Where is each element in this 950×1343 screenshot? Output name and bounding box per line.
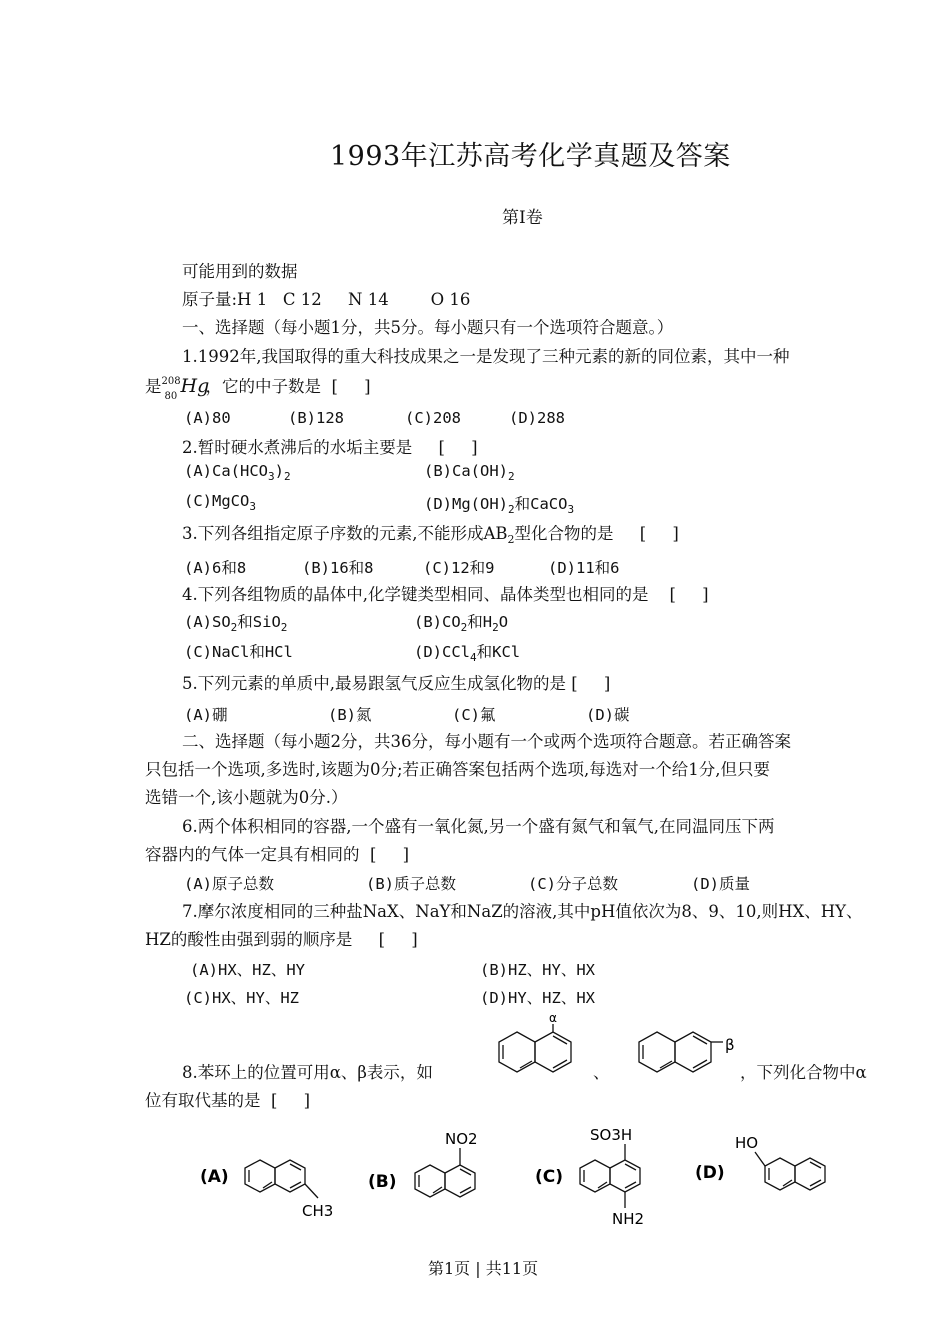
q7-option-d: (D)HY、HZ、HX [480,989,595,1007]
q3-option-b: (B)16和8 [302,559,374,577]
q8-options-structures [190,1120,870,1232]
naphthalene-beta-diagram [635,1020,745,1076]
q5-stem: 5.下列元素的单质中,最易跟氢气反应生成氢化物的是 [ ] [182,674,611,693]
no2-group: NO2 [445,1130,478,1148]
q8-stem-part2: 、 [593,1063,610,1082]
q4-option-a: $(A)SO_2$和SiO$_2$ [184,613,288,634]
q1-prefix: 是 [145,377,162,396]
q2-option-b: $(B)Ca(OH)_2$ [424,462,515,483]
beta-label: β [725,1036,735,1054]
q5-option-a: (A)硼 [184,706,228,724]
q5-option-d: (D)碳 [586,706,630,724]
q5-option-c: (C)氟 [452,706,496,724]
q7-option-a: (A)HX、HZ、HY [190,961,305,979]
ch3-group: CH3 [302,1202,334,1220]
q6-option-d: (D)质量 [691,875,750,893]
ho-group: HO [735,1134,759,1152]
alpha-label: α [549,1011,557,1025]
q8-label-d: (D) [695,1163,725,1183]
q8-label-a: (A) [200,1167,229,1187]
isotope-mass: 208 [161,375,181,387]
q6-stem-line1: 6.两个体积相同的容器,一个盛有一氧化氮,另一个盛有氮气和氧气,在同温同压下两 [182,817,775,836]
q7-option-c: (C)HX、HY、HZ [184,989,299,1007]
structure-a [245,1160,318,1198]
q2-stem: 2.暂时硬水煮沸后的水垢主要是 [ ] [182,438,478,457]
q4-option-d: (D)CCl$_4$和KCl [414,643,521,664]
q7-option-b: (B)HZ、HY、HX [480,961,595,979]
q3-option-c: (C)12和9 [423,559,495,577]
page-title: 1993年江苏高考化学真题及答案 [330,141,731,172]
section2-line3: 选错一个,该小题就为0分.） [145,788,348,807]
q1-option-a: (A)80 [184,409,231,427]
q2-option-a: $(A)Ca(HCO_3)_2$ [184,462,291,483]
atomic-mass-line: 原子量:H 1 C 12 N 14 O 16 [182,290,471,309]
q4-option-c: (C)NaCl和HCl [184,643,293,661]
q6-stem-line2: 容器内的气体一定具有相同的 [ ] [145,845,410,864]
q3-option-d: (D)11和6 [548,559,620,577]
structure-d [755,1152,825,1190]
q2-option-c: (C)MgCO$_3$ [184,492,256,513]
data-heading: 可能用到的数据 [182,262,298,281]
q6-option-c: (C)分子总数 [528,875,618,893]
q8-label-c: (C) [535,1167,564,1187]
isotope-number: 80 [164,390,178,402]
q1-option-d: (D)288 [509,409,565,427]
naphthalene-alpha-diagram [495,1010,585,1076]
q1-suffix: ，它的中子数是 [ ] [205,377,371,396]
q4-option-b: $(B)CO_2$和$H_2O$ [414,613,509,634]
nh2-group: NH2 [612,1210,645,1228]
section2-line1: 二、选择题（每小题2分，共36分，每小题有一个或两个选项符合题意。若正确答案 [182,732,791,751]
q1-option-c: (C)208 [405,409,461,427]
q2-option-d: $(D)Mg(OH)_2$和CaCO$_3$ [424,495,575,516]
so3h-group: SO3H [590,1126,633,1144]
q7-stem-line2: HZ的酸性由强到弱的顺序是 [ ] [145,930,418,949]
q1-stem-line1: 1.1992年,我国取得的重大科技成果之一是发现了三种元素的新的同位素，其中一种 [182,347,790,366]
q6-option-b: (B)质子总数 [366,875,456,893]
q3-stem: 3.下列各组指定原子序数的元素,不能形成$AB_2$型化合物的是 [ ] [182,524,679,546]
q1-option-b: (B)128 [288,409,344,427]
q8-stem-line2: 位有取代基的是 [ ] [145,1091,311,1110]
q5-option-b: (B)氮 [328,706,372,724]
structure-c [580,1144,640,1208]
q7-stem-line1: 7.摩尔浓度相同的三种盐NaX、NaY和NaZ的溶液,其中pH值依次为8、9、10,则HX、HY、 [182,902,863,921]
q4-stem: 4.下列各组物质的晶体中,化学键类型相同、晶体类型也相同的是 [ ] [182,585,709,604]
volume-heading: 第Ⅰ卷 [502,208,543,228]
isotope-notation [161,374,210,402]
q8-stem-part3: ，下列化合物中α [740,1063,867,1082]
section1-header: 一、选择题（每小题1分，共5分。每小题只有一个选项符合题意。） [182,318,674,337]
section2-line2: 只包括一个选项,多选时,该题为0分;若正确答案包括两个选项,每选对一个给1分,但只要 [145,760,771,779]
q1-stem-line2 [145,374,371,402]
q3-option-a: (A)6和8 [184,559,247,577]
structure-b [415,1148,475,1197]
isotope-symbol: Hg [180,374,210,397]
q8-label-b: (B) [368,1172,397,1192]
page-footer: 第1页 | 共11页 [428,1259,539,1278]
q6-option-a: (A)原子总数 [184,875,274,893]
q8-stem-part1: 8.苯环上的位置可用α、β表示，如 [182,1063,433,1082]
